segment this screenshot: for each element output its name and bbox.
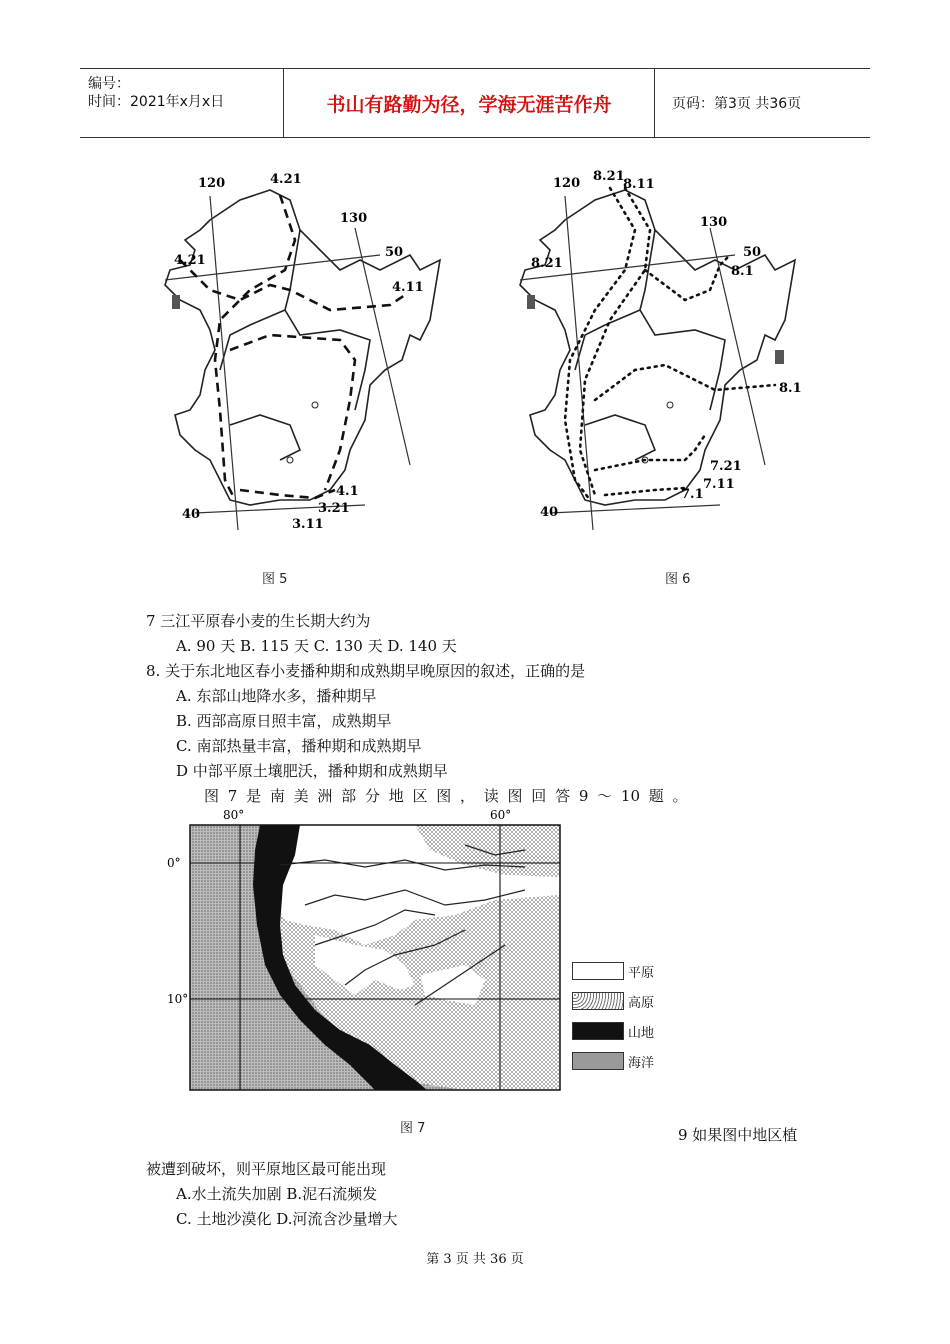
fig5-lon130-label: 130	[340, 211, 368, 226]
intro-9-10: 图 7 是 南 美 洲 部 分 地 区 图 ， 读 图 回 答 9 ～ 10 题 。	[204, 787, 688, 805]
fig7-lon80-label: 80°	[223, 808, 245, 822]
figure-7-caption: 图 7	[400, 1121, 426, 1136]
legend-swatch-plateau	[572, 992, 624, 1010]
q9-stem-cont: 被遭到破坏，则平原地区最可能出现	[146, 1160, 387, 1178]
figure-5-caption: 图 5	[262, 572, 288, 587]
legend-swatch-mountain	[572, 1022, 624, 1040]
fig5-top-label: 4.21	[270, 172, 302, 187]
q8-option-d: D 中部平原土壤肥沃，播种期和成熟期早	[176, 762, 448, 780]
legend-swatch-ocean	[572, 1052, 624, 1070]
q7-options: A. 90 天 B. 115 天 C. 130 天 D. 140 天	[176, 637, 457, 655]
figure-5-map	[140, 160, 470, 550]
fig6-lon130-label: 130	[700, 215, 728, 230]
fig5-right-label: 4.11	[392, 280, 424, 295]
figure-6-map	[495, 160, 825, 550]
fig5-b2-label: 3.21	[318, 501, 350, 516]
time-label: 时间：2021年x月x日	[88, 94, 225, 110]
fig7-lat0-label: 0°	[167, 856, 181, 870]
fig5-lat40-label: 40	[182, 507, 201, 522]
figure-6-caption: 图 6	[665, 572, 691, 587]
header-info-cell	[80, 69, 284, 137]
fig5-b3-label: 3.11	[292, 517, 324, 532]
fig6-lon120-label: 120	[553, 176, 581, 191]
q7-stem: 7 三江平原春小麦的生长期大约为	[146, 612, 371, 630]
legend-mountain-label: 山地	[628, 1026, 655, 1041]
legend-plain-label: 平原	[628, 966, 655, 981]
q9-options-cd: C. 土地沙漠化 D.河流含沙量增大	[176, 1210, 398, 1228]
fig6-top2-label: 8.11	[623, 177, 655, 192]
legend-swatch-plain	[572, 962, 624, 980]
page-label: 页码：第3页 共36页	[672, 96, 802, 112]
fig6-left-label: 8.21	[531, 256, 563, 271]
fig6-b1-label: 7.21	[710, 459, 742, 474]
fig6-lat40-label: 40	[540, 505, 559, 520]
fig7-lat10-label: 10°	[167, 992, 189, 1006]
page-footer: 第 3 页 共 36 页	[426, 1252, 524, 1267]
header-page-number	[664, 69, 870, 137]
serial-label: 编号：	[88, 76, 130, 92]
legend-plateau-label: 高原	[628, 996, 655, 1011]
fig7-lon60-label: 60°	[490, 808, 512, 822]
fig6-right1-label: 8.1	[731, 264, 754, 279]
legend-ocean-label: 海洋	[628, 1056, 655, 1071]
q8-option-c: C. 南部热量丰富，播种期和成熟期早	[176, 737, 422, 755]
fig6-b2-label: 7.11	[703, 477, 735, 492]
fig6-right2-label: 8.1	[779, 381, 802, 396]
fig5-b1-label: 4.1	[336, 484, 359, 499]
fig6-lat50-label: 50	[743, 245, 762, 260]
fig6-top1-label: 8.21	[593, 169, 625, 184]
header-motto: 书山有路勤为径，学海无涯苦作舟	[284, 69, 655, 137]
q8-option-a: A. 东部山地降水多，播种期早	[176, 687, 377, 705]
figure-7-map	[165, 805, 565, 1100]
fig6-b3-label: 7.1	[681, 487, 704, 502]
page-header	[80, 68, 870, 138]
fig5-lat50-label: 50	[385, 245, 404, 260]
q9-options-ab: A.水土流失加剧 B.泥石流频发	[176, 1185, 378, 1203]
q8-option-b: B. 西部高原日照丰富，成熟期早	[176, 712, 392, 730]
fig5-lon120-label: 120	[198, 176, 226, 191]
q9-stem-start: 9 如果图中地区植	[678, 1126, 798, 1144]
fig5-left-label: 4.21	[174, 253, 206, 268]
q8-stem: 8. 关于东北地区春小麦播种期和成熟期早晚原因的叙述，正确的是	[146, 662, 586, 680]
